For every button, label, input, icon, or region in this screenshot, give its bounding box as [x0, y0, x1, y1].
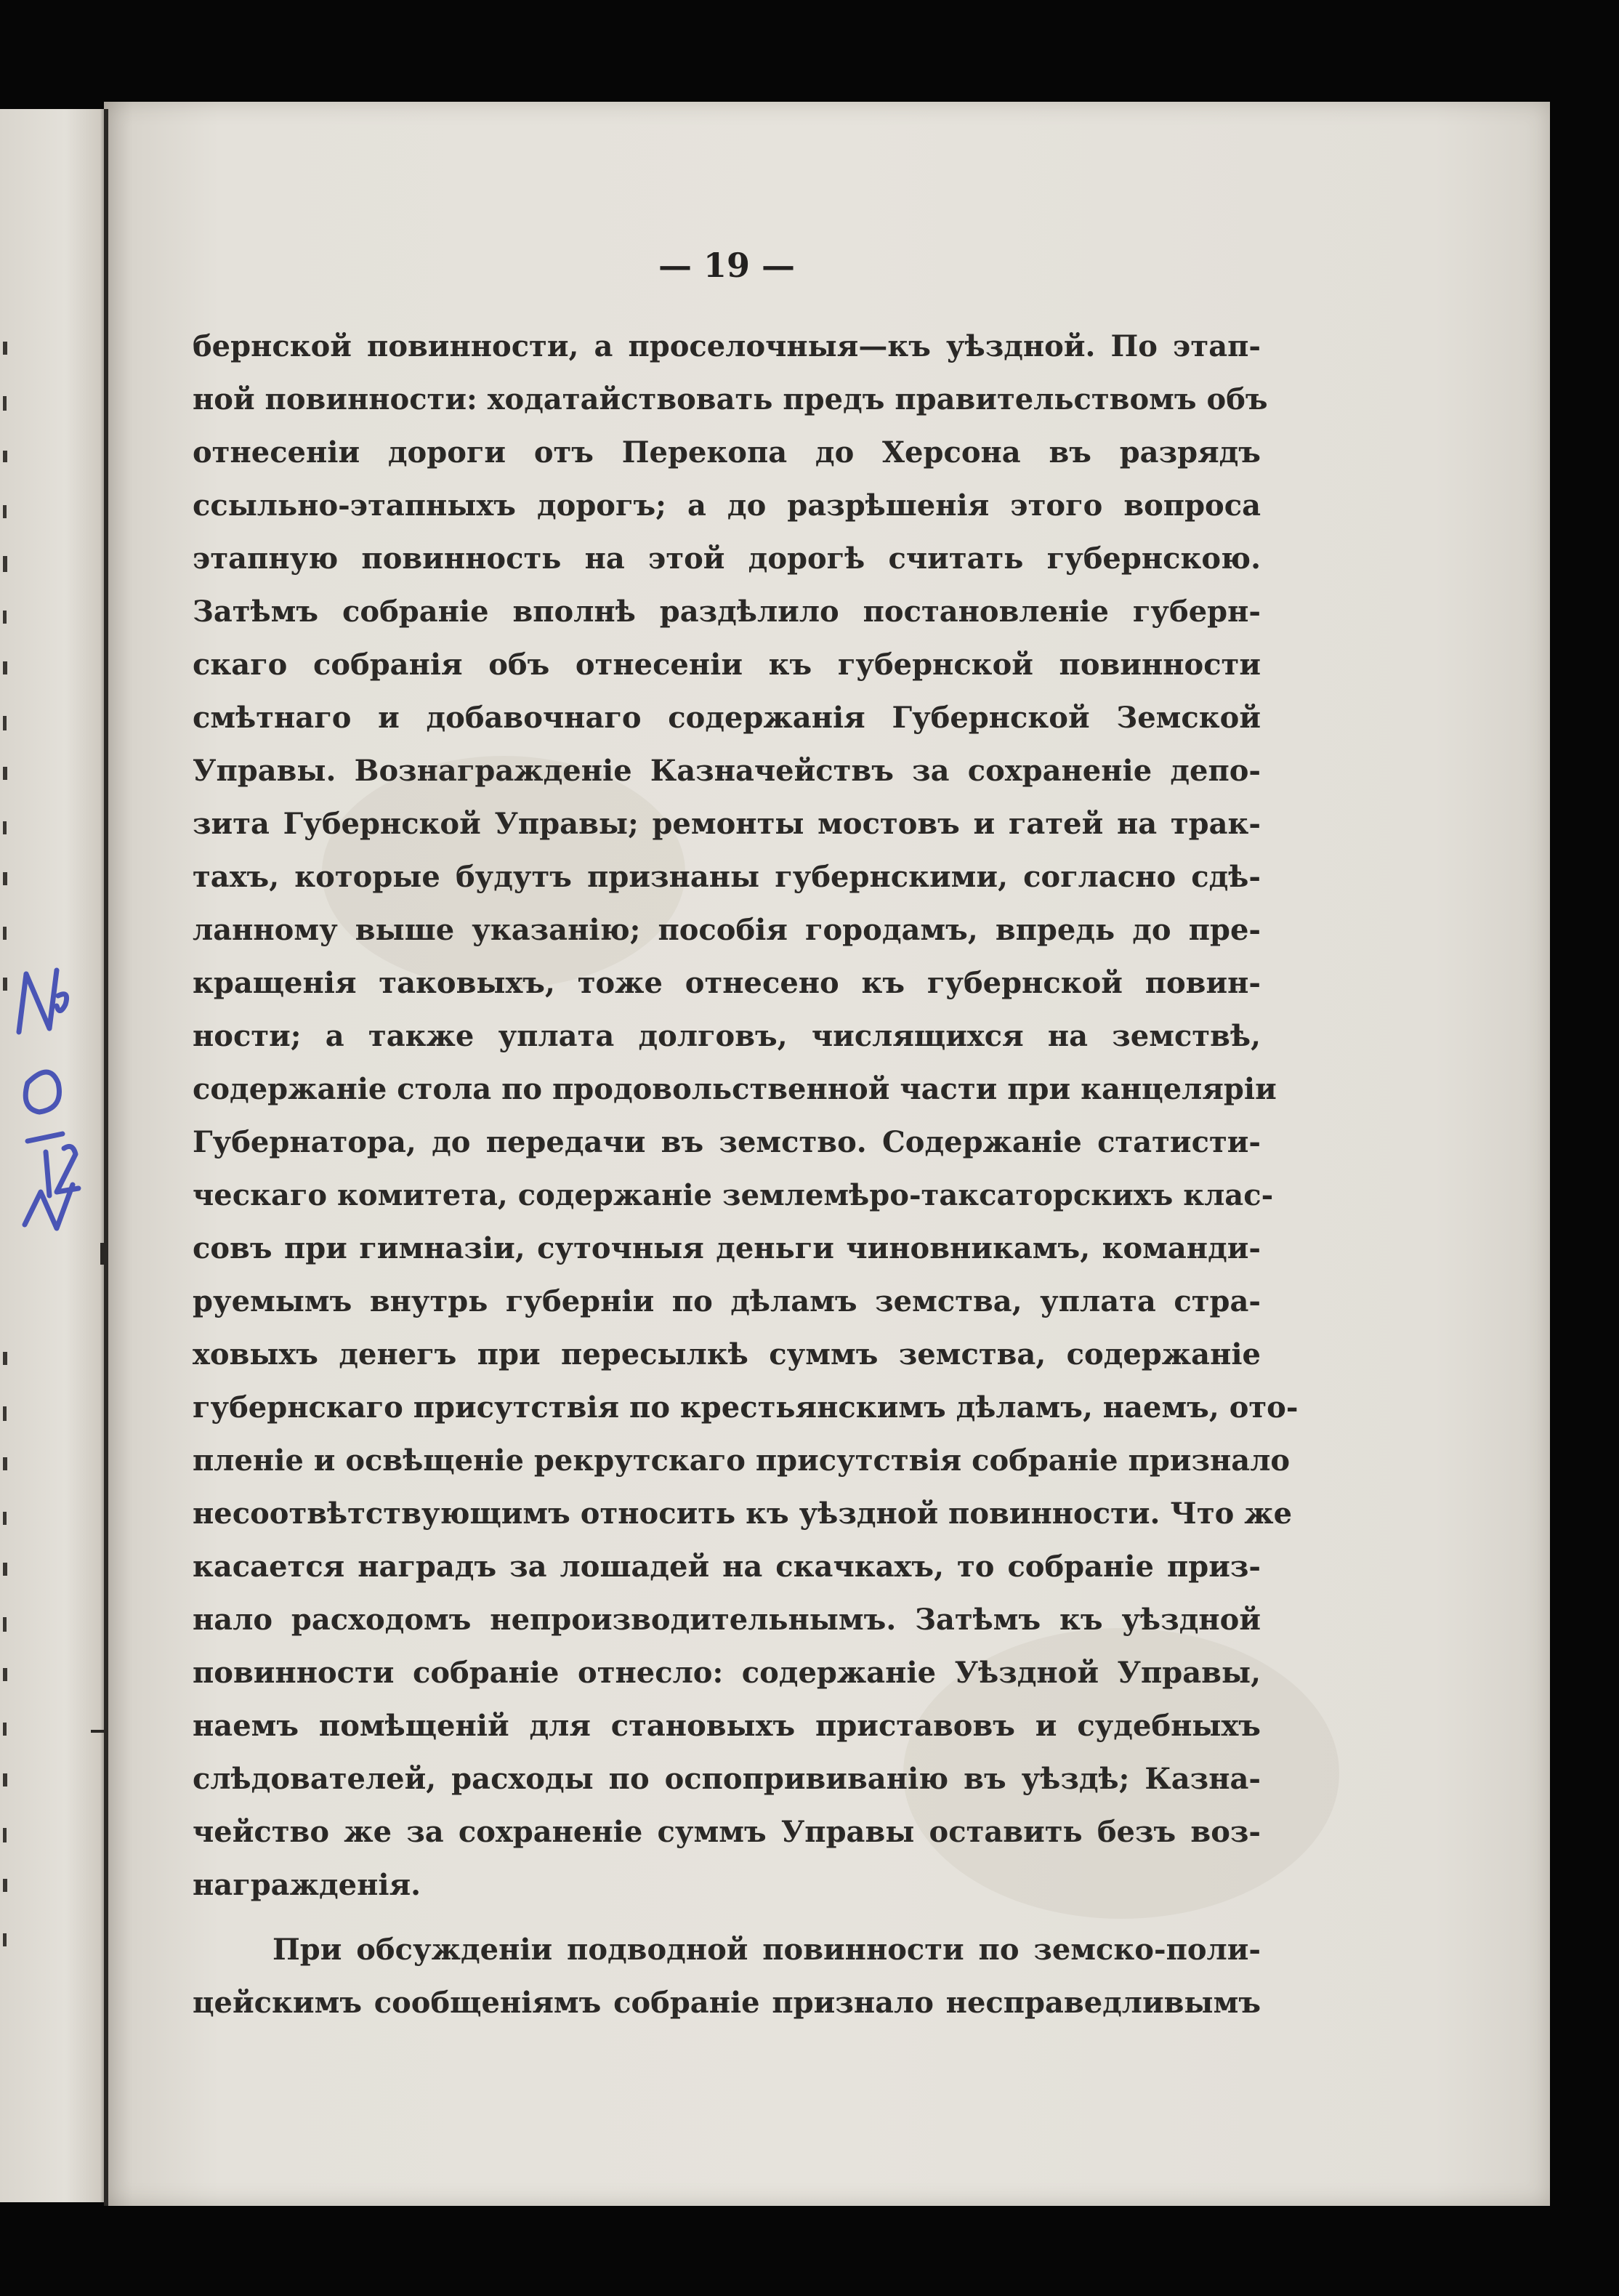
- text-line: ной повинности: ходатайствовать предъ правительствомъ объ: [193, 382, 1268, 416]
- text-line: губернскаго присутствія по крестьянскимъ дѣламъ, наемъ, ото-: [193, 1390, 1299, 1425]
- text-line: нало расходомъ непроизводительнымъ. Затѣмъ къ уѣздной: [193, 1603, 1261, 1637]
- text-line: наемъ помѣщеній для становыхъ приставовъ и судебныхъ: [193, 1709, 1261, 1743]
- text-line: Управы. Вознагражденіе Казначействъ за сохраненіе депо-: [193, 754, 1261, 788]
- text-line: бернской повинности, а проселочныя—къ уѣздной. По этап-: [193, 329, 1261, 363]
- text-line: чейство же за сохраненіе суммъ Управы оставить безъ воз-: [193, 1815, 1261, 1849]
- text-line: цейскимъ сообщеніямъ собраніе признало несправедливымъ: [193, 1986, 1261, 2020]
- text-line: ланному выше указанію; пособія городамъ, впредь до пре-: [193, 913, 1261, 947]
- text-line: повинности собраніе отнесло: содержаніе Уѣздной Управы,: [193, 1656, 1261, 1690]
- text-line: совъ при гимназіи, суточныя деньги чиновникамъ, команди-: [193, 1231, 1261, 1265]
- text-line: награжденія.: [193, 1868, 421, 1902]
- text-line: руемымъ внутрь губерніи по дѣламъ земства, уплата стра-: [193, 1284, 1261, 1318]
- margin-handwriting-icon: [6, 952, 86, 1265]
- text-line: ческаго комитета, содержаніе землемѣро-таксаторскихъ клас-: [193, 1178, 1274, 1212]
- text-line: ховыхъ денегъ при пересылкѣ суммъ земства, содержаніе: [193, 1337, 1261, 1371]
- text-line: касается наградъ за лошадей на скачкахъ, то собраніе приз-: [193, 1550, 1261, 1584]
- text-line: этапную повинность на этой дорогѣ считать губернскою.: [193, 541, 1261, 576]
- handwritten-note: № 0 72: [6, 952, 10, 953]
- paragraph-gap: [193, 1912, 1261, 1923]
- page-body: [193, 320, 1299, 2029]
- text-line: ссыльно-этапныхъ дорогъ; а до разрѣшенія этого вопроса: [193, 488, 1261, 523]
- text-line: ности; а также уплата долговъ, числящихся на земствѣ,: [193, 1019, 1261, 1053]
- text-line: кращенія таковыхъ, тоже отнесено къ губернской повин-: [193, 966, 1261, 1000]
- page-spine: [104, 109, 108, 2206]
- text-line: Губернатора, до передачи въ земство. Содержаніе статисти-: [193, 1125, 1261, 1159]
- text-line: слѣдователей, расходы по оспопрививанію въ уѣздѣ; Казна-: [193, 1762, 1261, 1796]
- text-line: При обсужденіи подводной повинности по земско-поли-: [272, 1933, 1261, 1967]
- text-line: Затѣмъ собраніе вполнѣ раздѣлило постановленіе губерн-: [193, 595, 1261, 629]
- page-number: — 19 —: [658, 246, 796, 285]
- text-line: скаго собранія объ отнесеніи къ губернской повинности: [193, 648, 1261, 682]
- text-line: несоотвѣтствующимъ относить къ уѣздной повинности. Что же: [193, 1497, 1293, 1531]
- text-line: зита Губернской Управы; ремонты мостовъ и гатей на трак-: [193, 807, 1261, 841]
- text-line: тахъ, которые будутъ признаны губернскими, согласно сдѣ-: [193, 860, 1261, 894]
- text-line: пленіе и освѣщеніе рекрутскаго присутствія собраніе признало: [193, 1443, 1291, 1478]
- text-line: смѣтнаго и добавочнаго содержанія Губернской Земской: [193, 701, 1261, 735]
- text-line: отнесеніи дороги отъ Перекопа до Херсона въ разрядъ: [193, 435, 1261, 470]
- text-line: содержаніе стола по продовольственной части при канцеляріи: [193, 1072, 1277, 1106]
